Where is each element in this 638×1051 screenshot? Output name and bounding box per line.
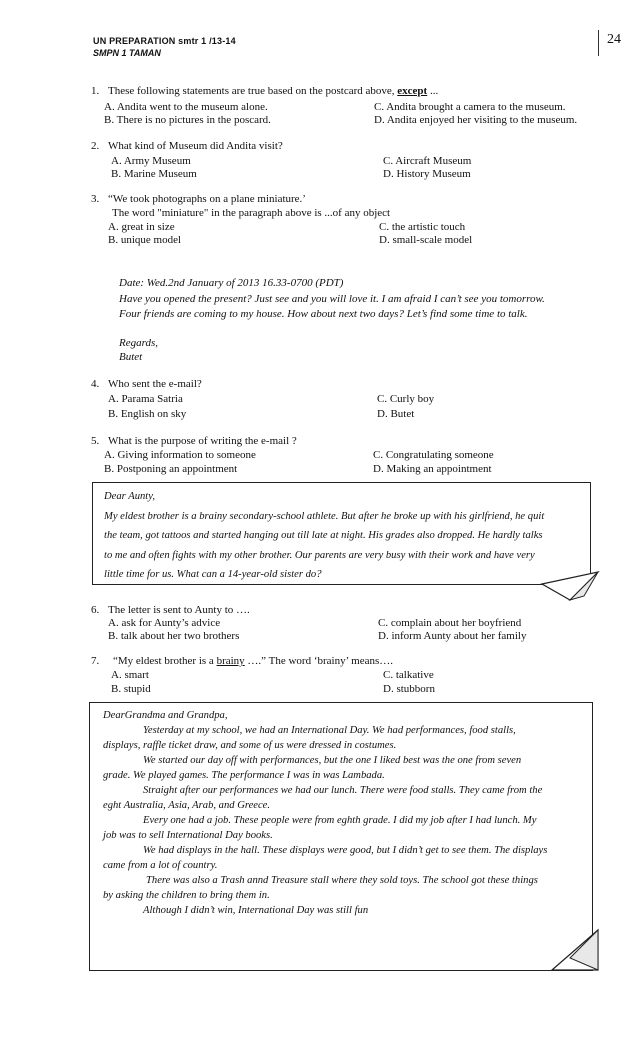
q2-stem: What kind of Museum did Andita visit? (108, 140, 283, 152)
email-date: Date: Wed.2nd January of 2013 16.33-0700 (PDT) (119, 277, 344, 289)
q7-option-c: C. talkative (383, 669, 434, 681)
email-closing: Regards, (119, 337, 159, 349)
page-curl-icon (540, 562, 600, 602)
q3-stem: “We took photographs on a plane miniature.’ (108, 193, 306, 205)
q2-number: 2. (91, 140, 100, 152)
q2-option-c: C. Aircraft Museum (383, 155, 472, 167)
q2-option-d: D. History Museum (383, 168, 471, 180)
letter2-salutation: DearGrandma and Grandpa, (103, 710, 228, 721)
q4-option-d: D. Butet (377, 408, 415, 420)
page-number: 24 (598, 30, 638, 56)
q7-option-a: A. smart (111, 669, 149, 681)
q1-option-a: A. Andita went to the museum alone. (104, 101, 268, 113)
q5-option-c: C. Congratulating someone (373, 449, 494, 461)
q7-option-d: D. stubborn (383, 683, 435, 695)
letter2-line-13: Although I didn’t win, International Day was still fun (143, 905, 369, 916)
q5-option-b: B. Postponing an appointment (104, 463, 238, 475)
q1-option-c: C. Andita brought a camera to the museum. (374, 101, 566, 113)
letter2-line-11: There was also a Trash annd Treasure stall where they sold toys. The school got these things (146, 875, 538, 886)
q4-option-c: C. Curly boy (377, 393, 435, 405)
letter2-line-4: grade. We played games. The performance I was in was Lambada. (103, 770, 385, 781)
q6-number: 6. (91, 604, 100, 616)
q3-option-a: A. great in size (108, 221, 175, 233)
letter2-line-5: Straight after our performances we had our lunch. There were food stalls. They came from the (143, 785, 543, 796)
q1-except: except (397, 85, 428, 97)
school-name: SMPN 1 TAMAN (93, 48, 161, 58)
letter2-line-6: eght Australia, Asia, Arab, and Greece. (103, 800, 271, 811)
q3-stem-2: The word "miniature" in the paragraph above is ...of any object (112, 207, 391, 219)
q1-option-d: D. Andita enjoyed her visiting to the museum. (374, 114, 578, 126)
q5-option-d: D. Making an appointment (373, 463, 492, 475)
letter1-line-4: little time for us. What can a 14-year-old sister do? (104, 569, 322, 580)
letter2-line-9: We had displays in the hall. These displays were good, but I didn’t get to see them. The displays (143, 845, 548, 856)
q3-number: 3. (91, 193, 100, 205)
q5-option-a: A. Giving information to someone (104, 449, 256, 461)
letter1-line-2: the team, got tattoos and started hanging out till late at night. His grades also dropped. He hardly talks (104, 530, 543, 541)
letter2-line-1: Yesterday at my school, we had an International Day. We had performances, food stalls, (143, 725, 516, 736)
letter1-line-1: My eldest brother is a brainy secondary-school athlete. But after he broke up with his girlfriend, he quit (104, 511, 545, 522)
q7-brainy: brainy (216, 655, 245, 667)
q2-option-b: B. Marine Museum (111, 168, 197, 180)
letter2-line-3: We started our day off with performances, but the one I liked best was the one from seven (143, 755, 522, 766)
letter2-line-8: job was to sell International Day books. (103, 830, 273, 841)
q1-option-b: B. There is no pictures in the poscard. (104, 114, 271, 126)
q6-stem: The letter is sent to Aunty to …. (108, 604, 250, 616)
q4-option-a: A. Parama Satria (108, 393, 183, 405)
email-line-1: Have you opened the present? Just see and you will love it. I am afraid I can’t see you tomorrow. (119, 293, 545, 305)
exam-title: UN PREPARATION smtr 1 /13-14 (93, 36, 236, 46)
q3-option-d: D. small-scale model (379, 234, 473, 246)
q7-stem: “My eldest brother is a brainy ….” The word ‘brainy’ means…. (113, 655, 394, 667)
q6-option-a: A. ask for Aunty’s advice (108, 617, 221, 629)
q5-stem: What is the purpose of writing the e-mail ? (108, 435, 297, 447)
q3-option-c: C. the artistic touch (379, 221, 466, 233)
email-line-2: Four friends are coming to my house. How about next two days? Let’s find some time to talk. (119, 308, 528, 320)
q6-option-c: C. complain about her boyfriend (378, 617, 522, 629)
q7-option-b: B. stupid (111, 683, 151, 695)
q4-option-b: B. English on sky (108, 408, 187, 420)
letter1-salutation: Dear Aunty, (104, 491, 156, 502)
q3-option-b: B. unique model (108, 234, 182, 246)
page-curl-icon (550, 928, 602, 978)
q7-number: 7. (91, 655, 100, 667)
q6-option-b: B. talk about her two brothers (108, 630, 240, 642)
q1-number: 1. (91, 85, 100, 97)
email-sender: Butet (119, 351, 143, 363)
q5-number: 5. (91, 435, 100, 447)
letter2-line-12: by asking the children to bring them in. (103, 890, 270, 901)
letter2-line-10: came from a lot of country. (103, 860, 218, 871)
q6-option-d: D. inform Aunty about her family (378, 630, 527, 642)
letter2-line-7: Every one had a job. These people were from eghth grade. I did my job after I had lunch. My (143, 815, 537, 826)
q4-number: 4. (91, 378, 100, 390)
q4-stem: Who sent the e-mail? (108, 378, 202, 390)
q1-stem: These following statements are true based on the postcard above, except ... (108, 85, 439, 97)
q2-option-a: A. Army Museum (111, 155, 191, 167)
letter2-line-2: displays, raffle ticket draw, and some of us were dressed in costumes. (103, 740, 397, 751)
letter1-line-3: to me and often fights with my other brother. Our parents are very busy with their work and have very (104, 550, 535, 561)
